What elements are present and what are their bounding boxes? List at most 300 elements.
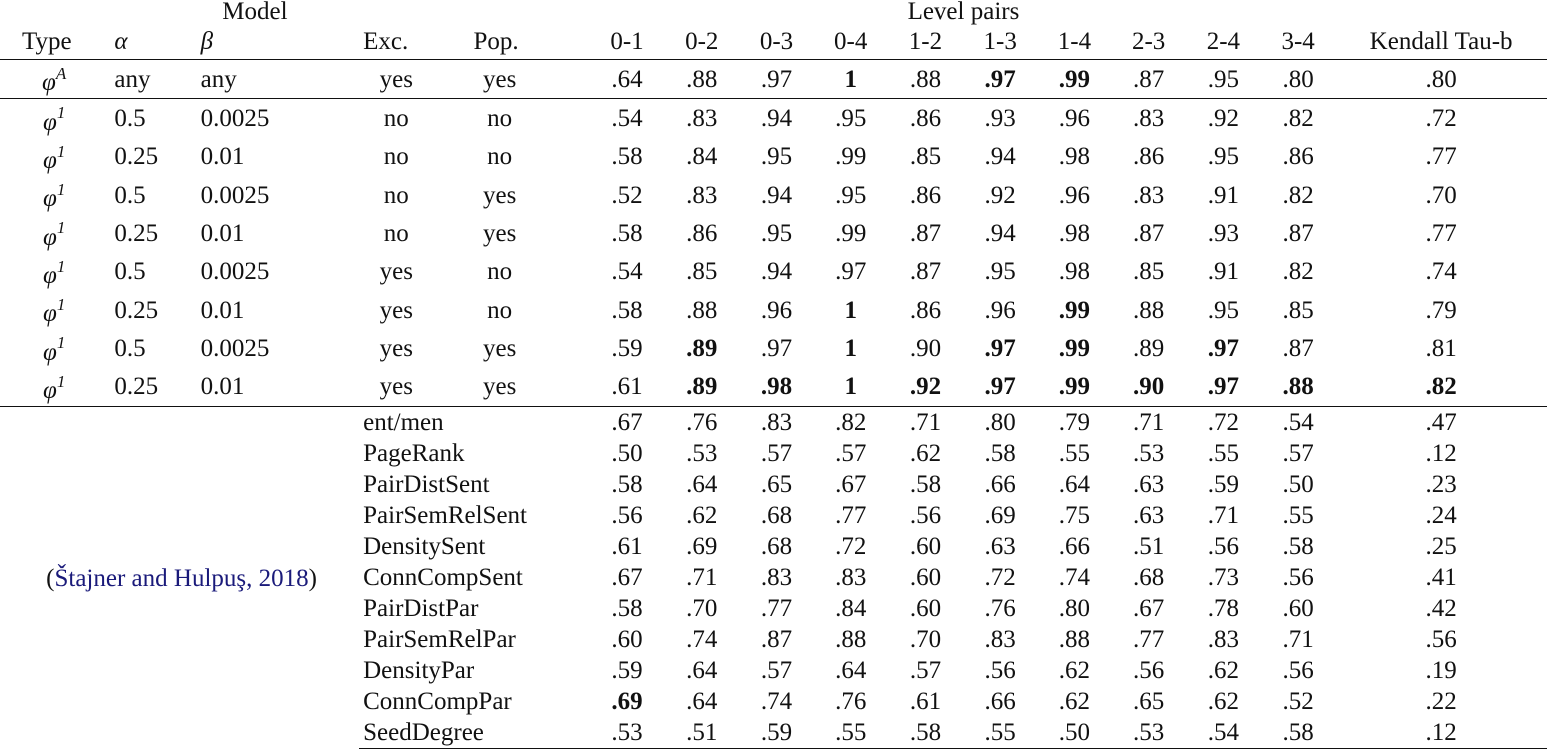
- pair-value-cell: 1: [844, 373, 857, 401]
- pair-value-cell: .66: [984, 687, 1016, 715]
- phi-superscript: 1: [56, 141, 66, 161]
- pair-value-cell: .56: [909, 501, 942, 529]
- type-cell: [0, 60, 108, 99]
- pair-value-cell: .76: [984, 594, 1016, 622]
- pair-value-cell: .62: [1207, 687, 1239, 715]
- pair-value-cell: .57: [835, 439, 867, 467]
- col-kendall: Kendall Tau-b: [1335, 24, 1547, 60]
- pair-value-cell: .75: [1058, 501, 1091, 529]
- baseline-method-name: ent/men: [359, 406, 590, 438]
- exc-cell: no: [383, 219, 409, 247]
- pair-value-cell: .97: [984, 65, 1016, 93]
- pair-value-cell: .96: [760, 296, 793, 324]
- kendall-cell: .12: [1335, 717, 1547, 749]
- type-cell: [0, 99, 108, 138]
- pair-value-cell: .95: [835, 181, 867, 209]
- pair-value-cell: .50: [1282, 470, 1314, 498]
- pair-value-cell: .58: [1261, 717, 1335, 749]
- pair-value-cell: .85: [1133, 258, 1165, 286]
- pair-value-cell: .87: [909, 258, 942, 286]
- col-pair-1-2: 1-2: [888, 24, 963, 60]
- pair-value-cell: .50: [1037, 717, 1111, 749]
- kendall-cell: .23: [1425, 470, 1457, 498]
- pair-value-cell: .98: [1058, 143, 1091, 171]
- pair-value-cell: .64: [686, 656, 718, 684]
- pair-value-cell: .64: [1058, 470, 1091, 498]
- pair-value-cell: .62: [1058, 687, 1091, 715]
- pair-value-cell: .77: [1133, 625, 1165, 653]
- phi-symbol: $\varphi^1$: [43, 141, 66, 174]
- kendall-cell: .79: [1425, 296, 1457, 324]
- table-row: [0, 368, 1547, 407]
- pair-value-cell: .67: [1133, 594, 1165, 622]
- pair-value-cell: .86: [888, 99, 963, 138]
- pair-value-cell: .62: [1207, 656, 1239, 684]
- phi-superscript: 1: [56, 103, 66, 123]
- exc-cell: yes: [379, 296, 413, 324]
- pair-value-cell: .89: [686, 334, 718, 362]
- pair-value-cell: .51: [1133, 532, 1165, 560]
- beta-cell: 0.0025: [200, 334, 270, 362]
- pair-value-cell: .86: [1282, 143, 1314, 171]
- pair-value-cell: .89: [686, 373, 718, 401]
- pair-value-cell: .82: [814, 406, 888, 438]
- pair-value-cell: .83: [984, 625, 1016, 653]
- pair-value-cell: .76: [835, 687, 867, 715]
- pair-value-cell: .74: [1058, 563, 1091, 591]
- kendall-cell: .74: [1425, 258, 1457, 286]
- pair-value-cell: .97: [835, 258, 867, 286]
- table-row: [0, 406, 1547, 438]
- pair-value-cell: .87: [1282, 219, 1314, 247]
- pair-value-cell: .88: [686, 65, 718, 93]
- pair-value-cell: 1: [844, 65, 857, 93]
- exc-cell: yes: [379, 65, 413, 93]
- pair-value-cell: .94: [760, 258, 793, 286]
- table-row: [0, 329, 1547, 367]
- pair-value-cell: .84: [835, 594, 867, 622]
- beta-cell: 0.01: [200, 296, 245, 324]
- pair-value-cell: .62: [1058, 656, 1091, 684]
- exc-cell: yes: [379, 258, 413, 286]
- pair-value-cell: .64: [611, 65, 643, 93]
- pair-value-cell: .87: [1133, 219, 1165, 247]
- pair-value-cell: .94: [984, 143, 1016, 171]
- kendall-cell: .25: [1425, 532, 1457, 560]
- pair-value-cell: .53: [1133, 439, 1165, 467]
- pair-value-cell: .71: [888, 406, 963, 438]
- pair-value-cell: .67: [611, 563, 643, 591]
- pair-value-cell: .83: [835, 563, 867, 591]
- pair-value-cell: .95: [760, 143, 793, 171]
- baseline-method-name: PageRank: [363, 439, 465, 467]
- pair-value-cell: .96: [1058, 181, 1091, 209]
- pair-value-cell: .54: [1261, 406, 1335, 438]
- pair-value-cell: .60: [611, 625, 643, 653]
- pair-value-cell: .99: [1058, 334, 1091, 362]
- kendall-cell: .24: [1425, 501, 1457, 529]
- pair-value-cell: .84: [686, 143, 718, 171]
- pair-value-cell: .77: [760, 594, 793, 622]
- kendall-cell: .70: [1425, 181, 1457, 209]
- pair-value-cell: .86: [909, 181, 942, 209]
- table-row: [0, 291, 1547, 329]
- pair-value-cell: .95: [1207, 65, 1239, 93]
- phi-symbol: $\varphi^1$: [43, 103, 66, 136]
- pair-value-cell: .66: [984, 470, 1016, 498]
- pair-value-cell: .58: [611, 143, 643, 171]
- pair-value-cell: .87: [760, 625, 793, 653]
- citation-open-paren: (: [46, 565, 55, 593]
- beta-cell: 0.01: [200, 143, 245, 171]
- pair-value-cell: .65: [1133, 687, 1165, 715]
- col-pair-1-4: 1-4: [1037, 24, 1111, 60]
- pair-value-cell: .95: [1207, 296, 1239, 324]
- pair-value-cell: .82: [1261, 99, 1335, 138]
- pop-cell: yes: [483, 181, 517, 209]
- pair-value-cell: .60: [909, 563, 942, 591]
- pair-value-cell: .85: [909, 143, 942, 171]
- table-row: [0, 253, 1547, 291]
- alpha-cell: any: [114, 65, 151, 93]
- pair-value-cell: .70: [686, 594, 718, 622]
- pair-value-cell: .55: [1207, 439, 1239, 467]
- table-row: [0, 99, 1547, 138]
- type-cell: [0, 368, 108, 407]
- pair-value-cell: .71: [1282, 625, 1314, 653]
- pair-value-cell: .54: [611, 258, 643, 286]
- pair-value-cell: .56: [984, 656, 1016, 684]
- type-cell: [0, 329, 108, 367]
- citation-close-paren: ): [308, 565, 317, 593]
- pop-cell: no: [459, 99, 589, 138]
- alpha-cell: 0.5: [114, 334, 146, 362]
- pair-value-cell: .87: [909, 219, 942, 247]
- pair-value-cell: .58: [1282, 532, 1314, 560]
- col-pair-0-1: 0-1: [590, 24, 664, 60]
- pair-value-cell: .53: [1112, 717, 1186, 749]
- pair-value-cell: .79: [1037, 406, 1111, 438]
- pair-value-cell: .67: [835, 470, 867, 498]
- phi-superscript: 1: [56, 218, 66, 238]
- baseline-method-name: PairSemRelSent: [363, 501, 528, 529]
- pair-value-cell: .94: [739, 99, 813, 138]
- col-pair-3-4: 3-4: [1261, 24, 1335, 60]
- pair-value-cell: .54: [590, 99, 664, 138]
- alpha-cell: 0.25: [114, 373, 159, 401]
- pair-value-cell: .61: [611, 373, 643, 401]
- pair-value-cell: .90: [1133, 373, 1165, 401]
- pair-value-cell: .55: [963, 717, 1037, 749]
- pair-value-cell: .97: [760, 65, 793, 93]
- pair-value-cell: .72: [835, 532, 867, 560]
- col-pair-2-4: 2-4: [1186, 24, 1261, 60]
- pair-value-cell: .63: [984, 532, 1016, 560]
- col-pop: Pop.: [459, 24, 589, 60]
- phi-symbol: $\varphi^1$: [43, 371, 66, 404]
- pair-value-cell: .70: [909, 625, 942, 653]
- type-cell: [0, 176, 108, 214]
- pair-value-cell: .82: [1282, 181, 1314, 209]
- phi-superscript: 1: [56, 179, 66, 199]
- pair-value-cell: .88: [1282, 373, 1314, 401]
- pair-value-cell: .94: [760, 181, 793, 209]
- exc-cell: yes: [379, 373, 413, 401]
- beta-cell: 0.0025: [195, 99, 360, 138]
- pair-value-cell: .55: [814, 717, 888, 749]
- pair-value-cell: .86: [909, 296, 942, 324]
- column-header-row: [0, 24, 1547, 60]
- citation-link[interactable]: Štajner and Hulpuş, 2018: [54, 565, 309, 593]
- kendall-cell: .42: [1425, 594, 1457, 622]
- type-cell: [0, 214, 108, 252]
- pair-value-cell: .91: [1207, 258, 1239, 286]
- table-body: [0, 60, 1547, 749]
- pair-value-cell: .59: [611, 656, 643, 684]
- kendall-cell: .41: [1425, 563, 1457, 591]
- level-pairs-group-header: Level pairs: [907, 0, 1020, 25]
- baseline-method-name: PairDistPar: [363, 594, 479, 622]
- baseline-method-name: DensitySent: [363, 532, 486, 560]
- phi-superscript: 1: [56, 333, 66, 353]
- pair-value-cell: .71: [686, 563, 718, 591]
- pair-value-cell: .93: [1207, 219, 1239, 247]
- pair-value-cell: .63: [1133, 501, 1165, 529]
- pair-value-cell: .80: [963, 406, 1037, 438]
- pair-value-cell: .58: [984, 439, 1016, 467]
- pair-value-cell: .72: [1186, 406, 1261, 438]
- pair-value-cell: .69: [611, 687, 643, 715]
- beta-cell: 0.0025: [200, 181, 270, 209]
- col-pair-0-4: 0-4: [814, 24, 888, 60]
- pair-value-cell: .85: [686, 258, 718, 286]
- col-alpha: α: [108, 24, 194, 60]
- pair-value-cell: .97: [1207, 373, 1239, 401]
- pair-value-cell: .98: [1058, 258, 1091, 286]
- pair-value-cell: .76: [664, 406, 739, 438]
- kendall-cell: .77: [1425, 143, 1457, 171]
- col-beta: β: [195, 24, 360, 60]
- kendall-cell: .81: [1425, 334, 1457, 362]
- pair-value-cell: .95: [814, 99, 888, 138]
- pair-value-cell: .58: [611, 594, 643, 622]
- col-pair-2-3: 2-3: [1112, 24, 1186, 60]
- table-row: [0, 60, 1547, 99]
- pair-value-cell: .62: [909, 439, 942, 467]
- pair-value-cell: .56: [1282, 656, 1314, 684]
- pair-value-cell: .99: [835, 219, 867, 247]
- type-cell: [0, 138, 108, 176]
- pair-value-cell: .92: [1186, 99, 1261, 138]
- pair-value-cell: .60: [1282, 594, 1314, 622]
- pop-cell: yes: [483, 65, 517, 93]
- col-exc: Exc.: [359, 24, 459, 60]
- pair-value-cell: .64: [835, 656, 867, 684]
- pair-value-cell: .99: [1058, 373, 1091, 401]
- pair-value-cell: .96: [1037, 99, 1111, 138]
- pair-value-cell: .99: [835, 143, 867, 171]
- pair-value-cell: .58: [611, 470, 643, 498]
- pair-value-cell: .97: [1207, 334, 1239, 362]
- pair-value-cell: .71: [1112, 406, 1186, 438]
- pair-value-cell: .57: [909, 656, 942, 684]
- pair-value-cell: .97: [984, 334, 1016, 362]
- pair-value-cell: .69: [686, 532, 718, 560]
- pair-value-cell: .88: [686, 296, 718, 324]
- pop-cell: no: [487, 296, 513, 324]
- alpha-cell: 0.5: [114, 258, 146, 286]
- alpha-cell: 0.25: [114, 143, 159, 171]
- pair-value-cell: .73: [1207, 563, 1239, 591]
- pair-value-cell: .63: [1133, 470, 1165, 498]
- exc-cell: no: [359, 99, 459, 138]
- pair-value-cell: .57: [760, 439, 793, 467]
- pair-value-cell: .72: [984, 563, 1016, 591]
- pair-value-cell: .95: [1207, 143, 1239, 171]
- exc-cell: no: [383, 181, 409, 209]
- pair-value-cell: .92: [984, 181, 1016, 209]
- pair-value-cell: .88: [1058, 625, 1091, 653]
- pair-value-cell: .88: [1133, 296, 1165, 324]
- pair-value-cell: .67: [590, 406, 664, 438]
- beta-cell: any: [200, 65, 237, 93]
- table-row: [0, 138, 1547, 176]
- baseline-method-name: ConnCompPar: [363, 687, 512, 715]
- phi-superscript: A: [55, 64, 67, 83]
- pair-value-cell: .89: [1133, 334, 1165, 362]
- pair-value-cell: .56: [1133, 656, 1165, 684]
- pair-value-cell: .59: [739, 717, 813, 749]
- pair-value-cell: .61: [909, 687, 942, 715]
- pair-value-cell: .60: [909, 594, 942, 622]
- table-row: [0, 176, 1547, 214]
- group-header-row: [0, 0, 1547, 24]
- kendall-cell: .82: [1425, 373, 1457, 401]
- pair-value-cell: .57: [1282, 439, 1314, 467]
- alpha-cell: 0.25: [114, 296, 159, 324]
- pair-value-cell: .83: [1112, 99, 1186, 138]
- phi-symbol: $\varphi^1$: [43, 256, 66, 289]
- pair-value-cell: .83: [664, 99, 739, 138]
- alpha-cell: 0.5: [108, 99, 194, 138]
- pop-cell: yes: [483, 334, 517, 362]
- type-cell: [0, 291, 108, 329]
- pair-value-cell: .56: [1207, 532, 1239, 560]
- alpha-cell: 0.25: [114, 219, 159, 247]
- kendall-cell: .56: [1425, 625, 1457, 653]
- pair-value-cell: .62: [686, 501, 718, 529]
- col-pair-0-3: 0-3: [739, 24, 813, 60]
- pair-value-cell: .59: [1207, 470, 1239, 498]
- phi-symbol: $\varphi^1$: [43, 179, 66, 213]
- pair-value-cell: .95: [984, 258, 1016, 286]
- pair-value-cell: .74: [760, 687, 793, 715]
- pair-value-cell: .90: [909, 334, 942, 362]
- pair-value-cell: .65: [760, 470, 793, 498]
- pair-value-cell: .57: [760, 656, 793, 684]
- pair-value-cell: .86: [1133, 143, 1165, 171]
- pair-value-cell: .97: [760, 334, 793, 362]
- kendall-cell: .80: [1425, 65, 1457, 93]
- phi-superscript: 1: [56, 256, 66, 276]
- pair-value-cell: .93: [963, 99, 1037, 138]
- pair-value-cell: .56: [1282, 563, 1314, 591]
- pair-value-cell: .99: [1058, 65, 1091, 93]
- pair-value-cell: .58: [909, 470, 942, 498]
- pair-value-cell: .61: [611, 532, 643, 560]
- type-cell: [0, 253, 108, 291]
- baseline-method-name: PairSemRelPar: [363, 625, 516, 653]
- pair-value-cell: 1: [844, 334, 857, 362]
- pair-value-cell: .58: [611, 296, 643, 324]
- pair-value-cell: .99: [1058, 296, 1091, 324]
- pair-value-cell: .56: [611, 501, 643, 529]
- kendall-cell: .12: [1425, 439, 1457, 467]
- pair-value-cell: .74: [686, 625, 718, 653]
- baseline-citation-cell: [0, 406, 359, 748]
- pair-value-cell: .55: [1282, 501, 1314, 529]
- pair-value-cell: .60: [909, 532, 942, 560]
- pair-value-cell: .86: [686, 219, 718, 247]
- kendall-cell: .77: [1425, 219, 1457, 247]
- table-row: [0, 214, 1547, 252]
- pair-value-cell: .77: [835, 501, 867, 529]
- pair-value-cell: .51: [664, 717, 739, 749]
- pair-value-cell: .50: [611, 439, 643, 467]
- pair-value-cell: .68: [760, 501, 793, 529]
- pair-value-cell: .87: [1133, 65, 1165, 93]
- phi-symbol: $\varphi^1$: [43, 218, 66, 251]
- pair-value-cell: .83: [686, 181, 718, 209]
- pair-value-cell: .98: [1058, 219, 1091, 247]
- pair-value-cell: .54: [1186, 717, 1261, 749]
- pair-value-cell: 1: [844, 296, 857, 324]
- phi-superscript: 1: [56, 371, 66, 391]
- pair-value-cell: .88: [835, 625, 867, 653]
- kendall-cell: .19: [1425, 656, 1457, 684]
- baseline-method-name: PairDistSent: [363, 470, 490, 498]
- phi-symbol: $\varphi^A$: [42, 64, 67, 97]
- kendall-cell: .72: [1335, 99, 1547, 138]
- phi-symbol: $\varphi^1$: [43, 294, 66, 328]
- pair-value-cell: .88: [909, 65, 942, 93]
- pair-value-cell: .68: [1133, 563, 1165, 591]
- pair-value-cell: .83: [1207, 625, 1239, 653]
- pair-value-cell: .64: [686, 687, 718, 715]
- col-pair-1-3: 1-3: [963, 24, 1037, 60]
- pair-value-cell: .85: [1282, 296, 1314, 324]
- pair-value-cell: .59: [611, 334, 643, 362]
- pair-value-cell: .68: [760, 532, 793, 560]
- pop-cell: yes: [483, 373, 517, 401]
- exc-cell: yes: [379, 334, 413, 362]
- pair-value-cell: .97: [984, 373, 1016, 401]
- baseline-method-name: ConnCompSent: [363, 563, 523, 591]
- col-pair-0-2: 0-2: [664, 24, 739, 60]
- model-group-header: Model: [222, 0, 288, 25]
- beta-cell: 0.01: [200, 219, 245, 247]
- pair-value-cell: .92: [909, 373, 942, 401]
- pair-value-cell: .64: [686, 470, 718, 498]
- kendall-cell: .22: [1425, 687, 1457, 715]
- pair-value-cell: .96: [984, 296, 1016, 324]
- pair-value-cell: .94: [984, 219, 1016, 247]
- pair-value-cell: .69: [984, 501, 1016, 529]
- pop-cell: no: [487, 258, 513, 286]
- baseline-method-name: SeedDegree: [359, 717, 590, 749]
- kendall-cell: .47: [1335, 406, 1547, 438]
- phi-symbol: $\varphi^1$: [43, 333, 66, 366]
